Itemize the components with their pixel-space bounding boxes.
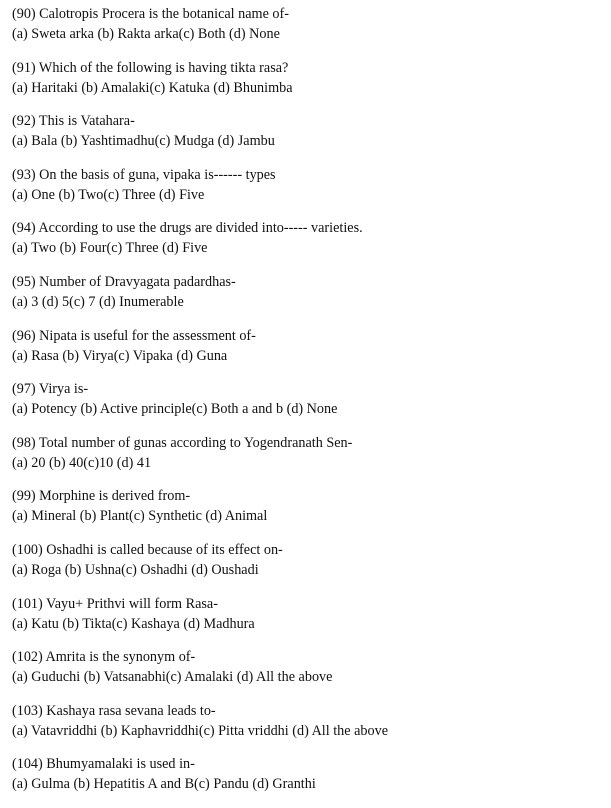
question-92 xyxy=(12,111,607,151)
question-97 xyxy=(12,379,607,419)
question-93 xyxy=(12,165,607,205)
question-options: (a) Vatavriddhi (b) Kaphavriddhi(c) Pitta vriddhi (d) All the above xyxy=(12,722,388,739)
question-options: (a) Rasa (b) Virya(c) Vipaka (d) Guna xyxy=(12,347,228,364)
question-options: (a) Roga (b) Ushna(c) Oshadhi (d) Oushadi xyxy=(12,561,259,578)
question-options: (a) 20 (b) 40(c)10 (d) 41 xyxy=(12,454,152,471)
question-text: (100) Oshadhi is called because of its effect on- xyxy=(12,541,283,558)
question-text: (102) Amrita is the synonym of- xyxy=(12,649,196,666)
question-options: (a) Guduchi (b) Vatsanabhi(c) Amalaki (d) All the above xyxy=(12,669,333,686)
question-text: (101) Vayu+ Prithvi will form Rasa- xyxy=(12,595,218,612)
question-text: (104) Bhumyamalaki is used in- xyxy=(12,756,195,773)
question-options: (a) Potency (b) Active principle(c) Both a and b (d) None xyxy=(12,401,338,418)
question-98 xyxy=(12,433,607,473)
question-text: (92) This is Vatahara- xyxy=(12,113,135,130)
question-options: (a) Two (b) Four(c) Three (d) Five xyxy=(12,240,208,257)
question-102 xyxy=(12,647,607,687)
question-options: (a) One (b) Two(c) Three (d) Five xyxy=(12,186,205,203)
question-options: (a) Mineral (b) Plant(c) Synthetic (d) Animal xyxy=(12,508,268,525)
question-104 xyxy=(12,754,607,794)
question-list xyxy=(12,4,607,808)
question-94 xyxy=(12,218,607,258)
question-99 xyxy=(12,486,607,526)
question-text: (94) According to use the drugs are divided into----- varieties. xyxy=(12,220,363,237)
question-95 xyxy=(12,272,607,312)
question-text: (99) Morphine is derived from- xyxy=(12,488,191,505)
question-103 xyxy=(12,701,607,741)
question-text: (93) On the basis of guna, vipaka is------ types xyxy=(12,166,276,183)
question-101 xyxy=(12,594,607,634)
question-90 xyxy=(12,4,607,44)
question-100 xyxy=(12,540,607,580)
question-96 xyxy=(12,326,607,366)
question-options: (a) Gulma (b) Hepatitis A and B(c) Pandu (d) Granthi xyxy=(12,776,316,793)
question-text: (95) Number of Dravyagata padardhas- xyxy=(12,273,236,290)
question-options: (a) 3 (d) 5(c) 7 (d) Inumerable xyxy=(12,293,184,310)
question-text: (96) Nipata is useful for the assessment of- xyxy=(12,327,256,344)
question-options: (a) Sweta arka (b) Rakta arka(c) Both (d) None xyxy=(12,26,280,42)
question-text: (103) Kashaya rasa sevana leads to- xyxy=(12,702,216,719)
question-91 xyxy=(12,58,607,98)
question-text: (98) Total number of gunas according to Yogendranath Sen- xyxy=(12,434,353,451)
question-options: (a) Haritaki (b) Amalaki(c) Katuka (d) Bhunimba xyxy=(12,79,293,96)
question-text: (97) Virya is- xyxy=(12,381,89,398)
question-options: (a) Bala (b) Yashtimadhu(c) Mudga (d) Jambu xyxy=(12,133,275,150)
question-text: (90) Calotropis Procera is the botanical name of- xyxy=(12,6,289,22)
question-options: (a) Katu (b) Tikta(c) Kashaya (d) Madhura xyxy=(12,615,255,632)
question-text: (91) Which of the following is having tikta rasa? xyxy=(12,59,289,76)
